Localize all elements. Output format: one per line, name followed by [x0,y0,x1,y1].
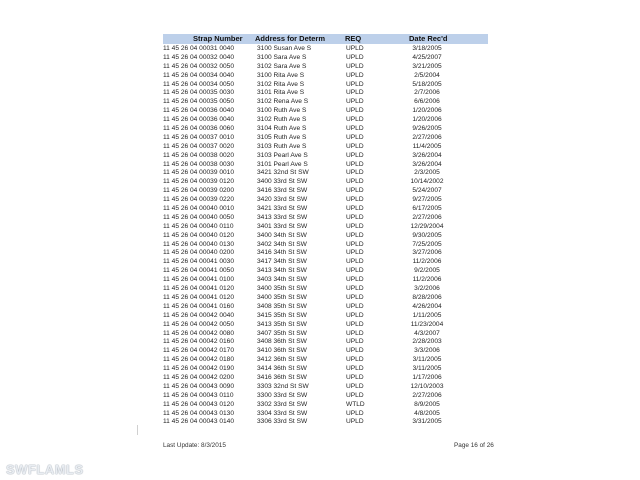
address-cell: 3102 Rena Ave S [257,98,309,106]
header-address: Address for Determ [255,34,326,43]
table-row [163,169,488,178]
date-received-cell: 8/28/2006 [412,293,442,301]
table-body [163,45,488,427]
date-received-cell: 9/26/2005 [412,125,442,133]
table-row [163,285,488,294]
date-received-cell: 3/21/2005 [412,62,442,70]
date-received-cell: 3/2/2006 [414,285,440,293]
address-cell: 3400 34th St SW [257,231,307,239]
date-received-cell: 11/2/2006 [412,276,442,284]
table-row [163,401,488,410]
table-row [163,196,488,205]
address-cell: 3413 35th St SW [257,320,307,328]
table-row [163,161,488,170]
strap-number-cell: 11 45 26 04 00043 0140 [163,418,235,426]
table-row [163,258,488,267]
table-row [163,383,488,392]
table-row [163,365,488,374]
table-row [163,418,488,427]
req-cell: UPLD [346,231,364,239]
strap-number-cell: 11 45 26 04 00043 0090 [163,382,235,390]
table-row [163,72,488,81]
address-cell: 3300 33rd St SW [257,391,308,399]
address-cell: 3100 Susan Ave S [257,45,312,52]
req-cell: UPLD [346,293,364,301]
date-received-cell: 2/7/2006 [414,89,440,97]
address-cell: 3416 33rd St SW [257,187,308,195]
strap-number-cell: 11 45 26 04 00038 0020 [163,151,235,159]
strap-number-cell: 11 45 26 04 00036 0040 [163,107,235,115]
strap-number-cell: 11 45 26 04 00036 0060 [163,125,235,133]
address-cell: 3306 33rd St SW [257,418,308,426]
table-row [163,143,488,152]
req-cell: UPLD [346,45,364,52]
req-cell: UPLD [346,213,364,221]
strap-number-cell: 11 45 26 04 00035 0030 [163,89,235,97]
date-received-cell: 5/24/2007 [412,187,442,195]
table-row [163,54,488,63]
table-row [163,107,488,116]
date-received-cell: 4/3/2007 [414,329,440,337]
strap-number-cell: 11 45 26 04 00040 0110 [163,222,234,230]
last-update-text: Last Update: 8/3/2015 [163,442,226,449]
strap-number-cell: 11 45 26 04 00039 0120 [163,178,235,186]
strap-number-cell: 11 45 26 04 00034 0040 [163,71,235,79]
date-received-cell: 9/2/2005 [414,267,440,275]
table-row [163,152,488,161]
table-row [163,321,488,330]
table-row [163,63,488,72]
table-row [163,410,488,419]
address-cell: 3417 34th St SW [257,258,307,266]
date-received-cell: 2/27/2006 [412,213,442,221]
date-received-cell: 6/17/2005 [412,205,442,213]
table-header [163,34,488,44]
address-cell: 3402 34th St SW [257,240,307,248]
divider [137,425,138,435]
req-cell: UPLD [346,338,364,346]
strap-number-cell: 11 45 26 04 00041 0050 [163,267,235,275]
date-received-cell: 4/8/2005 [414,409,440,417]
strap-number-cell: 11 45 26 04 00040 0120 [163,231,235,239]
table-row [163,347,488,356]
table-row [163,392,488,401]
address-cell: 3101 Pearl Ave S [257,160,308,168]
table-row [163,214,488,223]
table-row [163,178,488,187]
table-row [163,249,488,258]
req-cell: UPLD [346,276,364,284]
date-received-cell: 5/18/2005 [412,80,442,88]
address-cell: 3413 33rd St SW [257,213,308,221]
address-cell: 3420 33rd St SW [257,196,308,204]
req-cell: UPLD [346,53,364,61]
strap-number-cell: 11 45 26 04 00041 0160 [163,302,235,310]
address-cell: 3103 Pearl Ave S [257,151,308,159]
req-cell: UPLD [346,178,364,186]
address-cell: 3102 Rita Ave S [257,80,305,88]
address-cell: 3400 35th St SW [257,285,307,293]
strap-number-cell: 11 45 26 04 00037 0020 [163,142,235,150]
address-cell: 3410 36th St SW [257,347,307,355]
strap-number-cell: 11 45 26 04 00042 0190 [163,365,235,373]
date-received-cell: 1/20/2006 [412,116,442,124]
address-cell: 3421 33rd St SW [257,205,308,213]
watermark-logo: SWFLAMLS [6,462,84,477]
strap-number-cell: 11 45 26 04 00042 0080 [163,329,235,337]
req-cell: UPLD [346,391,364,399]
table-row [163,81,488,90]
strap-number-cell: 11 45 26 04 00043 0110 [163,391,234,399]
page-number: Page 16 of 26 [454,442,494,449]
req-cell: UPLD [346,151,364,159]
table-row [163,98,488,107]
req-cell: UPLD [346,285,364,293]
req-cell: UPLD [346,409,364,417]
req-cell: UPLD [346,240,364,248]
address-cell: 3304 33rd St SW [257,409,308,417]
req-cell: UPLD [346,62,364,70]
req-cell: UPLD [346,142,364,150]
date-received-cell: 1/17/2006 [412,373,442,381]
table-row [163,294,488,303]
strap-number-cell: 11 45 26 04 00041 0030 [163,258,235,266]
strap-number-cell: 11 45 26 04 00041 0120 [163,285,235,293]
strap-number-cell: 11 45 26 04 00042 0050 [163,320,235,328]
address-cell: 3105 Ruth Ave S [257,133,307,141]
strap-number-cell: 11 45 26 04 00039 0010 [163,169,235,177]
date-received-cell: 3/27/2006 [412,249,442,257]
strap-number-cell: 11 45 26 04 00032 0050 [163,62,235,70]
strap-number-cell: 11 45 26 04 00032 0040 [163,53,235,61]
date-received-cell: 2/28/2003 [412,338,442,346]
strap-number-cell: 11 45 26 04 00042 0160 [163,338,235,346]
address-cell: 3102 Ruth Ave S [257,116,307,124]
date-received-cell: 3/26/2004 [412,160,442,168]
req-cell: UPLD [346,258,364,266]
address-cell: 3104 Ruth Ave S [257,125,307,133]
req-cell: UPLD [346,267,364,275]
strap-number-cell: 11 45 26 04 00040 0010 [163,205,235,213]
req-cell: UPLD [346,382,364,390]
address-cell: 3100 Ruth Ave S [257,107,307,115]
req-cell: UPLD [346,89,364,97]
req-cell: UPLD [346,71,364,79]
date-received-cell: 7/25/2005 [412,240,442,248]
date-received-cell: 8/9/2005 [414,400,440,408]
strap-number-cell: 11 45 26 04 00042 0040 [163,311,235,319]
date-received-cell: 4/25/2007 [412,53,442,61]
req-cell: UPLD [346,302,364,310]
address-cell: 3408 36th St SW [257,338,307,346]
req-cell: UPLD [346,347,364,355]
table-row [163,374,488,383]
strap-number-cell: 11 45 26 04 00039 0220 [163,196,235,204]
date-received-cell: 11/4/2005 [412,142,442,150]
table-row [163,205,488,214]
strap-number-cell: 11 45 26 04 00031 0040 [163,45,235,52]
req-cell: WTLD [346,400,365,408]
date-received-cell: 9/30/2005 [412,231,442,239]
strap-number-cell: 11 45 26 04 00034 0050 [163,80,235,88]
req-cell: UPLD [346,365,364,373]
req-cell: UPLD [346,311,364,319]
date-received-cell: 2/27/2006 [412,391,442,399]
table-row [163,276,488,285]
date-received-cell: 1/20/2006 [412,107,442,115]
req-cell: UPLD [346,196,364,204]
req-cell: UPLD [346,107,364,115]
date-received-cell: 10/14/2002 [410,178,444,186]
req-cell: UPLD [346,373,364,381]
date-received-cell: 3/11/2005 [412,365,442,373]
date-received-cell: 11/23/2004 [410,320,444,328]
address-cell: 3408 35th St SW [257,302,307,310]
date-received-cell: 1/11/2005 [412,311,442,319]
address-cell: 3100 Sara Ave S [257,53,307,61]
address-cell: 3414 36th St SW [257,365,307,373]
address-cell: 3413 34th St SW [257,267,307,275]
strap-number-cell: 11 45 26 04 00043 0120 [163,400,235,408]
table-row [163,330,488,339]
strap-number-cell: 11 45 26 04 00040 0200 [163,249,235,257]
table-row [163,45,488,54]
address-cell: 3412 36th St SW [257,356,307,364]
address-cell: 3421 32nd St SW [257,169,309,177]
header-strap-number: Strap Number [193,34,243,43]
address-cell: 3102 Sara Ave S [257,62,307,70]
address-cell: 3416 36th St SW [257,373,307,381]
date-received-cell: 3/18/2005 [412,45,442,52]
req-cell: UPLD [346,205,364,213]
req-cell: UPLD [346,356,364,364]
table-row [163,312,488,321]
strap-number-cell: 11 45 26 04 00043 0130 [163,409,235,417]
address-cell: 3403 34th St SW [257,276,307,284]
strap-number-cell: 11 45 26 04 00042 0170 [163,347,235,355]
strap-number-cell: 11 45 26 04 00042 0200 [163,373,235,381]
table-row [163,116,488,125]
table-row [163,232,488,241]
req-cell: UPLD [346,98,364,106]
address-cell: 3401 33rd St SW [257,222,308,230]
address-cell: 3103 Ruth Ave S [257,142,307,150]
date-received-cell: 3/31/2005 [412,418,442,426]
req-cell: UPLD [346,418,364,426]
header-req: REQ [345,34,362,43]
strap-number-cell: 11 45 26 04 00040 0050 [163,213,235,221]
date-received-cell: 4/26/2004 [412,302,442,310]
req-cell: UPLD [346,133,364,141]
req-cell: UPLD [346,329,364,337]
strap-number-cell: 11 45 26 04 00041 0120 [163,293,235,301]
date-received-cell: 2/27/2006 [412,133,442,141]
req-cell: UPLD [346,222,364,230]
strap-number-cell: 11 45 26 04 00038 0030 [163,160,235,168]
table-row [163,241,488,250]
date-received-cell: 3/11/2005 [412,356,442,364]
header-date-received: Date Rec'd [409,34,448,43]
strap-number-cell: 11 45 26 04 00039 0200 [163,187,235,195]
date-received-cell: 2/5/2004 [414,71,440,79]
date-received-cell: 9/27/2005 [412,196,442,204]
address-cell: 3302 33rd St SW [257,400,308,408]
table-row [163,338,488,347]
req-cell: UPLD [346,125,364,133]
req-cell: UPLD [346,160,364,168]
address-cell: 3400 33rd St SW [257,178,308,186]
req-cell: UPLD [346,169,364,177]
strap-number-cell: 11 45 26 04 00041 0100 [163,276,235,284]
date-received-cell: 12/29/2004 [410,222,444,230]
strap-number-cell: 11 45 26 04 00036 0040 [163,116,235,124]
table-row [163,303,488,312]
table-row [163,267,488,276]
address-cell: 3407 35th St SW [257,329,307,337]
strap-number-cell: 11 45 26 04 00040 0130 [163,240,235,248]
req-cell: UPLD [346,320,364,328]
date-received-cell: 3/26/2004 [412,151,442,159]
table-row [163,187,488,196]
table-row [163,125,488,134]
date-received-cell: 12/10/2003 [410,382,444,390]
address-cell: 3100 Rita Ave S [257,71,305,79]
date-received-cell: 2/3/2005 [414,169,440,177]
address-cell: 3400 35th St SW [257,293,307,301]
table-row [163,134,488,143]
date-received-cell: 6/6/2006 [414,98,440,106]
table-row [163,223,488,232]
address-cell: 3416 34th St SW [257,249,307,257]
date-received-cell: 3/3/2006 [414,347,440,355]
table-row [163,89,488,98]
address-cell: 3415 35th St SW [257,311,307,319]
address-cell: 3101 Rita Ave S [257,89,305,97]
strap-number-cell: 11 45 26 04 00037 0010 [163,133,235,141]
req-cell: UPLD [346,80,364,88]
req-cell: UPLD [346,116,364,124]
address-cell: 3303 32nd St SW [257,382,309,390]
strap-number-cell: 11 45 26 04 00035 0050 [163,98,235,106]
table-row [163,356,488,365]
strap-number-cell: 11 45 26 04 00042 0180 [163,356,235,364]
req-cell: UPLD [346,249,364,257]
date-received-cell: 11/2/2006 [412,258,442,266]
req-cell: UPLD [346,187,364,195]
